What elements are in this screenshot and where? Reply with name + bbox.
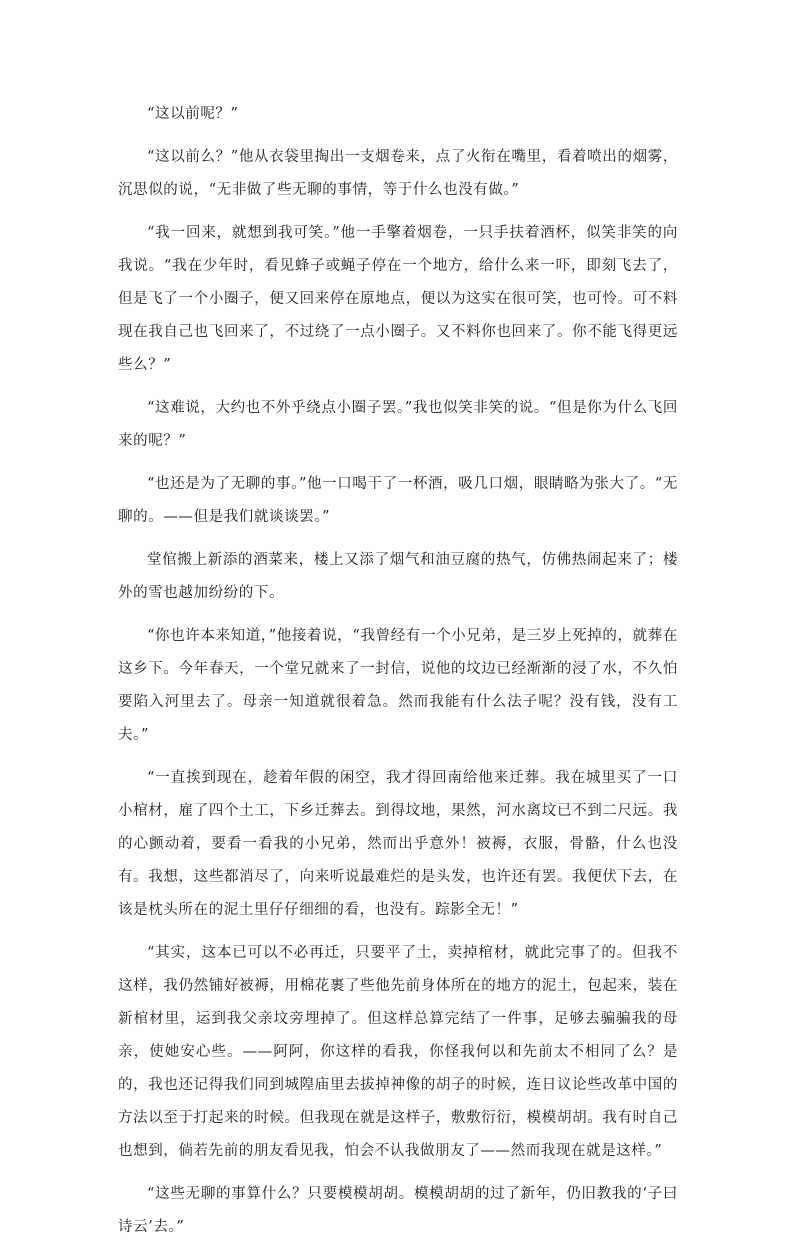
paragraph-10: “这些无聊的事算什么？只要模模胡胡。模模胡胡的过了新年，仍旧教我的‘子曰诗云’去。” <box>118 1186 678 1235</box>
paragraph-6: 堂倌搬上新添的酒菜来，楼上又添了烟气和油豆腐的热气，仿佛热闹起来了；楼外的雪也越加纷纷的下。 <box>118 552 678 601</box>
paragraph-1: “这以前呢？” <box>147 106 239 122</box>
paragraph-4: “这难说，大约也不外乎绕点小圈子罢。”我也似笑非笑的说。“但是你为什么飞回来的呢？” <box>118 400 678 449</box>
paragraph-7: “你也许本来知道，”他接着说，“我曾经有一个小兄弟，是三岁上死掉的，就葬在这乡下。今年春天，一个堂兄就来了一封信，说他的坟边已经渐渐的浸了水，不久怕要陷入河里去了。母亲一知道就很着急。然而我能有什么法子呢？没有钱，没有工夫。” <box>118 628 678 743</box>
paragraph-2: “这以前么？”他从衣袋里掏出一支烟卷来，点了火衔在嘴里，看着喷出的烟雾，沉思似的说，“无非做了些无聊的事情，等于什么也没有做。” <box>118 149 678 198</box>
paragraph-8: “一直挨到现在，趁着年假的闲空，我才得回南给他来迁葬。我在城里买了一口小棺材，雇了四个土工，下乡迁葬去。到得坟地，果然，河水离坟已不到二尺远。我的心颤动着，要看一看我的小兄弟，然而出乎意外！被褥，衣服，骨骼，什么也没有。我想，这些都消尽了，向来听说最难烂的是头发，也许还有罢。我便伏下去，在该是枕头所在的泥土里仔仔细细的看，也没有。踪影全无！” <box>118 770 678 918</box>
paragraph-3: “我一回来，就想到我可笑。”他一手擎着烟卷，一只手扶着酒杯，似笑非笑的向我说。“我在少年时，看见蜂子或蝇子停在一个地方，给什么来一吓，即刻飞去了，但是飞了一个小圈子，便又回来停在原地点，便以为这实在很可笑，也可怜。可不料现在我自己也飞回来了，不过绕了一点小圈子。又不料你也回来了。你不能飞得更远些么？” <box>118 225 678 373</box>
paragraph-5: “也还是为了无聊的事。”他一口喝干了一杯酒，吸几口烟，眼睛略为张大了。“无聊的。——但是我们就谈谈罢。” <box>118 476 678 525</box>
paragraph-9: “其实，这本已可以不必再迁，只要平了土，卖掉棺材，就此完事了的。但我不这样，我仍然铺好被褥，用棉花裹了些他先前身体所在的地方的泥土，包起来，装在新棺材里，运到我父亲坟旁埋掉了。但这样总算完结了一件事，足够去骗骗我的母亲，使她安心些。——阿阿，你这样的看我，你怪我何以和先前太不相同了么？是的，我也还记得我们同到城隍庙里去拔掉神像的胡子的时候，连日议论些改革中国的方法以至于打起来的时候。但我现在就是这样子，敷敷衍衍，模模胡胡。我有时自己也想到，倘若先前的朋友看见我，怕会不认我做朋友了——然而我现在就是这样。” <box>118 945 678 1159</box>
